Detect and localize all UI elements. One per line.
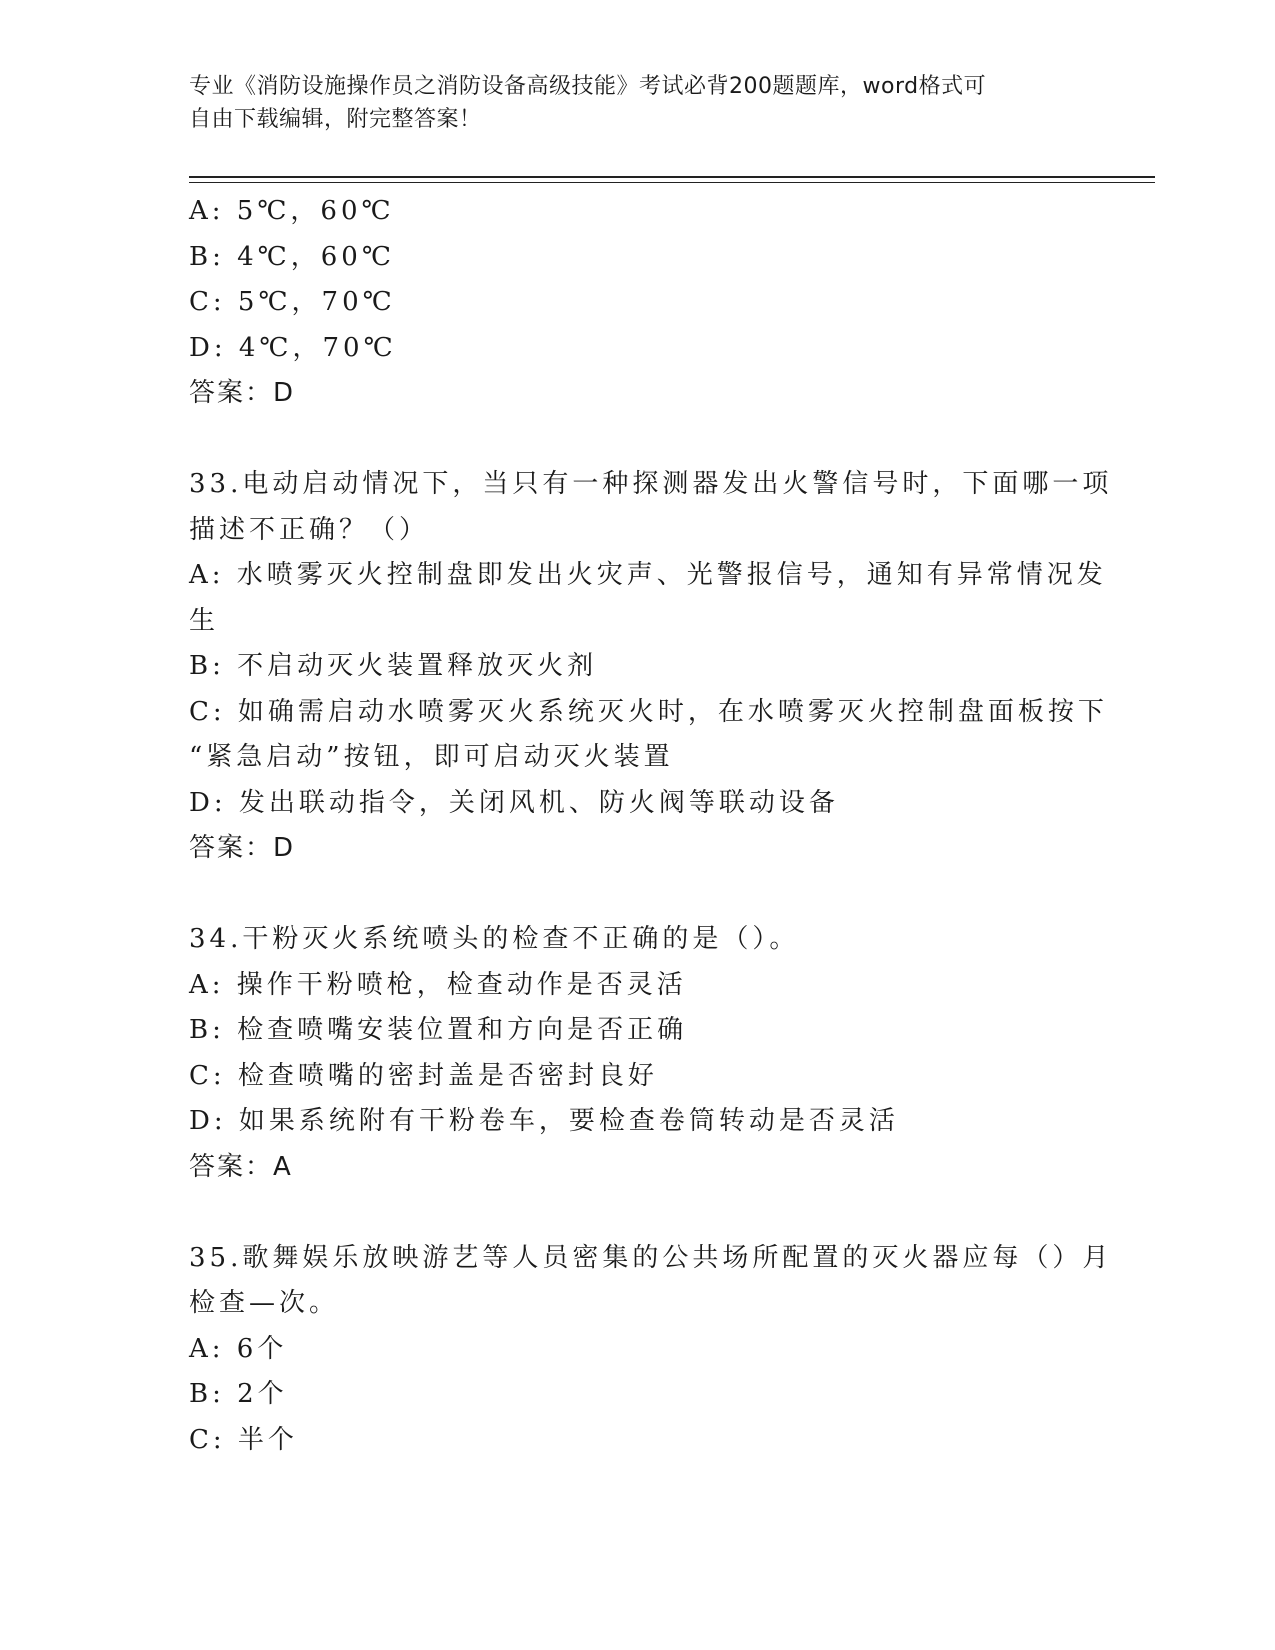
option-d: D: 发出联动指令，关闭风机、防火阀等联动设备 bbox=[189, 787, 839, 818]
spacer bbox=[189, 417, 1089, 463]
option-b: B: 2个 bbox=[189, 1379, 288, 1409]
question-34 bbox=[189, 917, 1089, 1190]
header-line: 专业《消防设施操作员之消防设备高级技能》考试必背200题题库，word格式可 bbox=[189, 74, 987, 99]
header-divider-thin bbox=[189, 182, 1155, 183]
option-b: B: 不启动灭火装置释放灭火剂 bbox=[189, 651, 598, 681]
option-c: C: 如确需启动水喷雾灭火系统灭火时，在水喷雾灭火控制盘面板按下 bbox=[189, 696, 1108, 727]
option-d: D: 4℃，70℃ bbox=[189, 332, 397, 363]
answer: 答案：D bbox=[189, 833, 296, 863]
document-header bbox=[189, 70, 1089, 136]
spacer bbox=[189, 872, 1089, 918]
option-a: A: 6个 bbox=[189, 1333, 288, 1364]
option-a: A: 水喷雾灭火控制盘即发出火灾声、光警报信号，通知有异常情况发 bbox=[189, 560, 1107, 590]
question-stem: 33.电动启动情况下，当只有一种探测器发出火警信号时，下面哪一项 bbox=[189, 469, 1113, 499]
spacer bbox=[189, 1190, 1089, 1236]
question-stem: 描述不正确？（） bbox=[189, 514, 430, 545]
answer: 答案：D bbox=[189, 378, 296, 408]
answer: 答案：A bbox=[189, 1151, 293, 1182]
option-a: A: 操作干粉喷枪，检查动作是否灵活 bbox=[189, 969, 687, 1000]
question-list bbox=[189, 189, 1113, 1463]
header-line: 自由下载编辑，附完整答案！ bbox=[189, 107, 482, 132]
header-divider bbox=[189, 176, 1155, 178]
question-35 bbox=[189, 1236, 1113, 1464]
question-32 bbox=[189, 189, 1089, 417]
option-c: “紧急启动”按钮，即可启动灭火装置 bbox=[189, 742, 674, 772]
option-c: C: 半个 bbox=[189, 1424, 298, 1455]
option-c: C: 检查喷嘴的密封盖是否密封良好 bbox=[189, 1060, 658, 1091]
option-b: B: 4℃，60℃ bbox=[189, 241, 395, 272]
option-b: B: 检查喷嘴安装位置和方向是否正确 bbox=[189, 1015, 688, 1045]
question-stem: 检查—次。 bbox=[189, 1288, 340, 1318]
option-d: D: 如果系统附有干粉卷车，要检查卷筒转动是否灵活 bbox=[189, 1106, 899, 1136]
question-33 bbox=[189, 462, 1113, 872]
question-stem: 34.干粉灭火系统喷头的检查不正确的是（）。 bbox=[189, 924, 800, 954]
question-stem: 35.歌舞娱乐放映游艺等人员密集的公共场所配置的灭火器应每（）月 bbox=[189, 1242, 1113, 1273]
option-c: C: 5℃，70℃ bbox=[189, 287, 396, 317]
option-a: 生 bbox=[189, 605, 220, 636]
option-a: A: 5℃，60℃ bbox=[189, 196, 395, 226]
